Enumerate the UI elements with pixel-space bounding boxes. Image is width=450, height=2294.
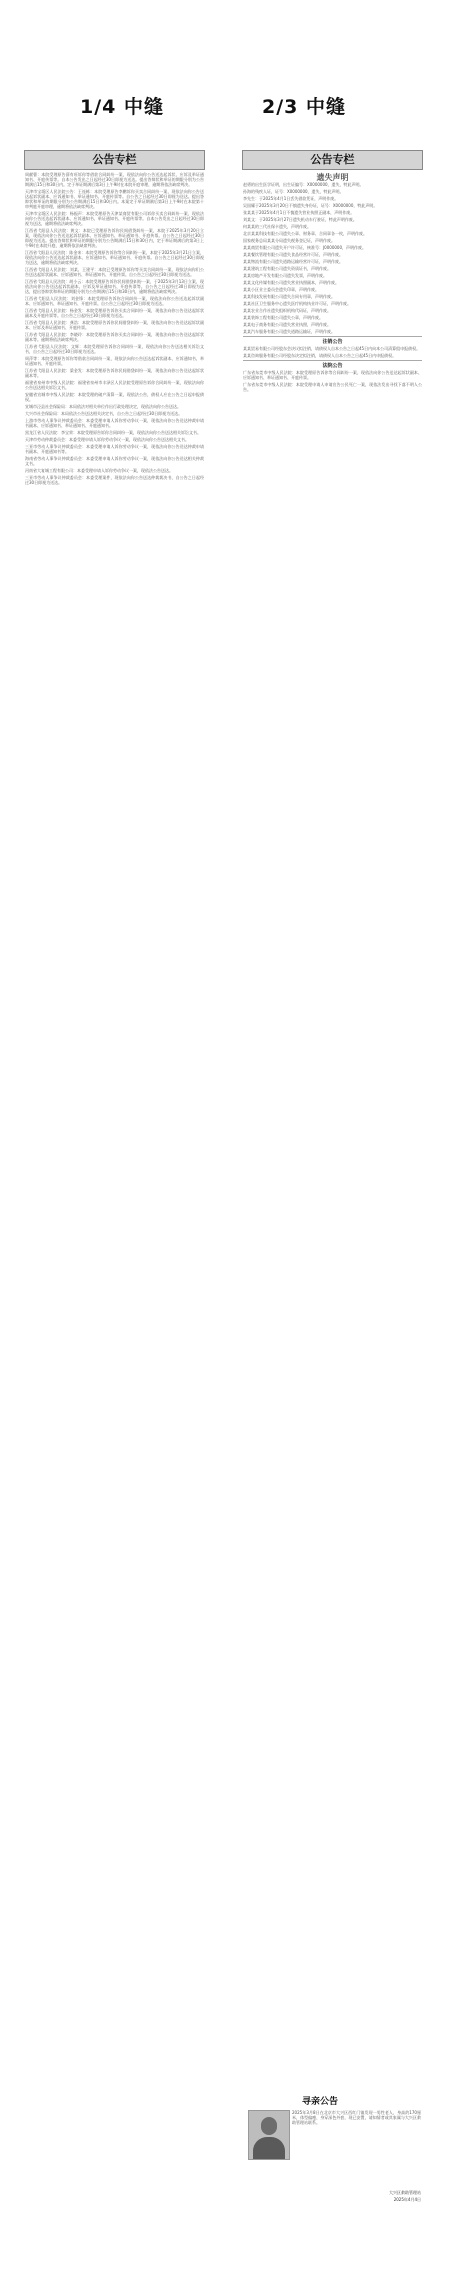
lost-entry: 某某农业合作社遗失组织机构代码证，声明作废。 [243, 308, 331, 313]
notice-entry: 江西省弋阳县人民法院：杨金发：本院受理原告诉你买卖合同纠纷一案，现依法向你公告送达起诉状副本及开庭传票等。自公告之日起经过30日即视为送达。 [25, 308, 204, 318]
lost-entry: 某某建筑工程有限公司遗失资质证书，声明作废。 [243, 266, 331, 271]
lost-entry: 某某小区业主委员会遗失印章，声明作废。 [243, 287, 319, 292]
right-page-header: 2/3 中缝 [262, 96, 346, 118]
notice-entry: 三亚市劳动人事争议仲裁委员会：本委受理案件，现依法向你公告送达仲裁裁决书，自公告之日起经过30日即视为送达。 [25, 475, 204, 485]
lost-entry: 某某商贸有限公司遗失开户许可证，核准号：J0000000，声明作废。 [243, 245, 366, 250]
notice-entry: 三亚市劳动人事争议仲裁委员会：本委受理申请人诉你劳动争议一案，现依法向你公告送达仲裁申请书副本、开庭通知书等。 [25, 444, 204, 454]
notice-entry: 黑龙江省人民法院：李宝荣：本院受理原告诉你合同纠纷一案，现依法向你公告送达相关诉讼文书。 [25, 430, 201, 435]
lost-entry: 某某餐饮管理有限公司遗失食品经营许可证，声明作废。 [243, 252, 343, 257]
lost-entry: 某某社区卫生服务中心遗失医疗机构执业许可证，声明作废。 [243, 301, 351, 306]
court-entry: 广东省东莞市中级人民法院：本院受理原告诉你等合同纠纷一案，现依法向你公告送达起诉状副本、应诉通知书、举证通知书、开庭传票。 [243, 370, 422, 380]
lost-entry: 某某文化传媒有限公司遗失营业执照副本，声明作废。 [243, 280, 339, 285]
notice-entry: 上游市劳动人事争议仲裁委员会：本委受理申请人诉你劳动争议一案，现依法向你公告送达仲裁申请书副本、应诉通知书、举证通知书、开庭通知书。 [25, 418, 204, 428]
notice-entry: 江西省弋阳县人民法院：黄文：本院已受理原告诉你民间借贷纠纷一案，本院于2025年3月20日立案，现依法向你公告送达起诉状副本、应诉通知书、举证通知书、开庭传票。自公告之日起经过30日即视为送达。提出答辩状和举证的期限分别为公告期满后15日和30日内，定于举证期满后的第3日上午9时在本院开庭，逾期将依法缺席判决。 [25, 228, 204, 248]
notice-entry: 福建省泉州市中级人民法院：福建省泉州市丰泽区人民法院受理原告诉你合同纠纷一案，现依法向你公告送达相关诉讼文书。 [25, 380, 204, 390]
section-divider [243, 336, 422, 337]
notice-entry: 天津市劳动仲裁委员会：本委受理申请人诉你劳动争议一案，现依法向你公告送达相关文书。 [25, 437, 189, 442]
lost-entry: 国家税务总局某某分局遗失税务登记证，声明作废。 [243, 238, 335, 243]
lost-entry: 某某物流有限公司遗失道路运输经营许可证，声明作废。 [243, 259, 343, 264]
lost-entry: 某某科技发展有限公司遗失合同专用章，声明作废。 [243, 294, 335, 299]
notice-entry: 江苏省弋阳县人民法院：文辉：本院受理原告诉你合同纠纷一案，现依法向你公告送达相关诉讼文书，自公告之日起经过30日即视为送达。 [25, 344, 204, 354]
notice-entry: 周献曹：本院受理原告薛有旺诉你等借款合同纠纷一案，现依法向你公告送达起诉状、应诉及举证通知书、开庭传票等。自本公告发出之日起经过30日即视为送达。提出答辩状和举证的期限分别为公告期满后15日和30日内。定于举证期满后第3日上午9时在本院开庭审理，逾期将依法缺席判决。 [25, 172, 204, 187]
section-divider [243, 360, 422, 361]
notice-entry: 江西省弋阳县人民法院：龚浩：本院受理原告诉你民间借贷纠纷一案，现依法向你公告送达起诉状副本、应诉及举证通知书、开庭传票。 [25, 320, 204, 330]
lost-entry: 北京某某科技有限公司遗失公章、财务章、合同章各一枚，声明作废。 [243, 231, 367, 236]
lost-entry: 某某装饰工程有限公司遗失公章，声明作废。 [243, 315, 323, 320]
court-entry: 广东省东莞市中级人民法院：本院受理申请人申请宣告公民死亡一案，现依法发出寻找下落不明人公告。 [243, 382, 422, 392]
notice-entry: 江西省弋阳县人民法院：刘某、王建平：本院已受理原告诉你等买卖合同纠纷一案，现依法向你们公告送达起诉状副本、应诉通知书、举证通知书、开庭传票。自公告之日起经过30日即视为送达。 [25, 267, 204, 277]
left-page-header: 1/4 中缝 [80, 96, 164, 118]
issue-date: 2025年4月4日 [393, 2197, 421, 2202]
missing-person-title: 寻亲公告 [302, 2097, 339, 2107]
photo-shoulder-shape [253, 2137, 285, 2159]
notice-entry: 宣城市泾县社会保险局：本局依法对相关单位作出行政处理决定，现依法向你公告送达。 [25, 404, 181, 409]
lost-entry: 李先生：于2025年4月1日丢失借款凭证，声明作废。 [243, 196, 339, 201]
notice-entry: 大兴市社会保险局：本局依法公告送达相关决定书，自公告之日起经过30日即视为送达。 [25, 411, 183, 416]
right-notice-column [242, 150, 423, 2230]
lost-entry: 吴国耀于2025年3月20日不慎遗失身份证，证号：X0000000，特此声明。 [243, 203, 378, 208]
notice-entry: 江西省弋阳县人民法院：刘金锋：本院受理原告诉你合同纠纷一案，现依法向你公告送达起诉状副本、应诉通知书、举证通知书、开庭传票。自公告之日起经过30日即视为送达。 [25, 296, 204, 306]
missing-person-photo [248, 2110, 290, 2160]
lost-entry: 某某电子商务有限公司遗失营业执照，声明作废。 [243, 322, 331, 327]
lost-entry: 赵勇的出生医学证明，出生证编号：X0000000，遗失，特此声明。 [243, 182, 364, 187]
issuing-organization: 大兴区救助管理站 [389, 2190, 421, 2195]
missing-person-description: 2025年3月8日在北京市大兴区西红门镇发现一男性老人，身高约170厘米，体型偏瘦，身穿深色外套，现已安置，请知情者或其家属与大兴区救助管理站联系。 [292, 2110, 421, 2125]
court-notice-heading: 法院公告 [322, 363, 343, 369]
left-column-title: 公告专栏 [24, 150, 205, 170]
lost-entry: 孙海的残疾人证，证号：X0000000，遗失，特此声明。 [243, 189, 344, 194]
notice-entry: 天津市宝坻区人民法院：杨振声：本院受理原告天津某商贸有限公司诉你买卖合同纠纷一案，现依法向你公告送达起诉状副本、应诉通知书、举证通知书、开庭传票等。自本公告发出之日起经过30日即视为送达，逾期将依法缺席判决。 [25, 211, 204, 226]
notice-entry: 江苏省弋阳县人民法院：李晓玲：本院受理原告诉你买卖合同纠纷一案，现依法向你公告送达起诉状副本等。逾期将依法缺席判决。 [25, 332, 204, 342]
notice-entry: 海南省劳动人事争议仲裁委员会：本委受理申请人诉你劳动争议一案，现依法向你公告送达相关仲裁文书。 [25, 456, 204, 466]
notice-entry: 江西省弋阳县人民法院：陈金来：本院受理原告诉你等合同纠纷一案，本院于2025年3月21日立案，现依法向你公告送达起诉状副本、应诉通知书、举证通知书、开庭传票。自公告之日起经过30日即视为送达，逾期将依法缺席判决。 [25, 250, 204, 265]
deregistration-entry: 某某贸易有限公司经股东会决议拟注销，请债权人自本公告之日起45日内向本公司清算组申报债权。 [243, 346, 421, 351]
lost-statement-heading: 遗失声明 [316, 173, 349, 182]
left-column-body [25, 172, 204, 2150]
notice-entry: 周萍等：本院受理原告诉你等借款合同纠纷一案，现依法向你公告送达起诉状副本、应诉通知书、举证通知书、开庭传票。 [25, 356, 204, 366]
notice-entry: 江西省弋阳县人民法院：胡小云：本院受理原告诉你民间借贷纠纷一案，于2025年3月13日立案，现依法向你公告送达起诉状副本、应诉及举证通知书、开庭传票等。自公告之日起经过30日即视为送达，提出答辩状和举证的期限分别为公告期满后15日和30日内，逾期将依法缺席判决。 [25, 279, 204, 294]
notice-entry: 河南省大复城工程有限公司：本委受理申请人诉你劳动争议一案，现依法公告送达。 [25, 468, 173, 473]
lost-entry: 张某某于2025年4月1日不慎遗失营业执照正副本，声明作废。 [243, 210, 355, 215]
lost-entry: 何某某的三代社保卡遗失，声明作废。 [243, 224, 311, 229]
deregistration-entry: 某某咨询服务有限公司经股东决定拟注销，请债权人自本公告之日起45日内申报债权。 [243, 353, 397, 358]
left-notice-column [24, 150, 205, 2150]
lost-entry: 某某房地产开发有限公司遗失发票，声明作废。 [243, 273, 327, 278]
photo-head-shape [261, 2117, 277, 2135]
notice-entry: 天津市宝坻区人民法院公告：王连栋：本院受理原告李鹏诉你买卖合同纠纷一案，现依法向你公告送达起诉状副本、应诉通知书、举证通知书、开庭传票等。自公告之日起经过30日即视为送达。提出答辩状和举证的期限分别为公告期满后15日和30日内。本案定于举证期满后第3日上午9时在本院第十审判庭开庭审理，逾期将依法缺席判决。 [25, 189, 204, 209]
notice-entry: 江苏省弋阳县人民法院：梁金发：本院受理原告诉你民间借贷纠纷一案，现依法向你公告送达起诉状副本等。 [25, 368, 204, 378]
lost-entry: 刘某文：于2025年3月27日遗失机动车行驶证，特此声明作废。 [243, 217, 357, 222]
right-column-title: 公告专栏 [242, 150, 423, 170]
notice-entry: 安徽省宣城市中级人民法院：本院受理的破产清算一案，现依法公告，债权人应在公告之日起申报债权。 [25, 392, 204, 402]
deregistration-heading: 注销公告 [322, 339, 343, 345]
right-column-body [243, 172, 422, 2080]
lost-entry: 某某汽车服务有限公司遗失道路运输证，声明作废。 [243, 329, 335, 334]
